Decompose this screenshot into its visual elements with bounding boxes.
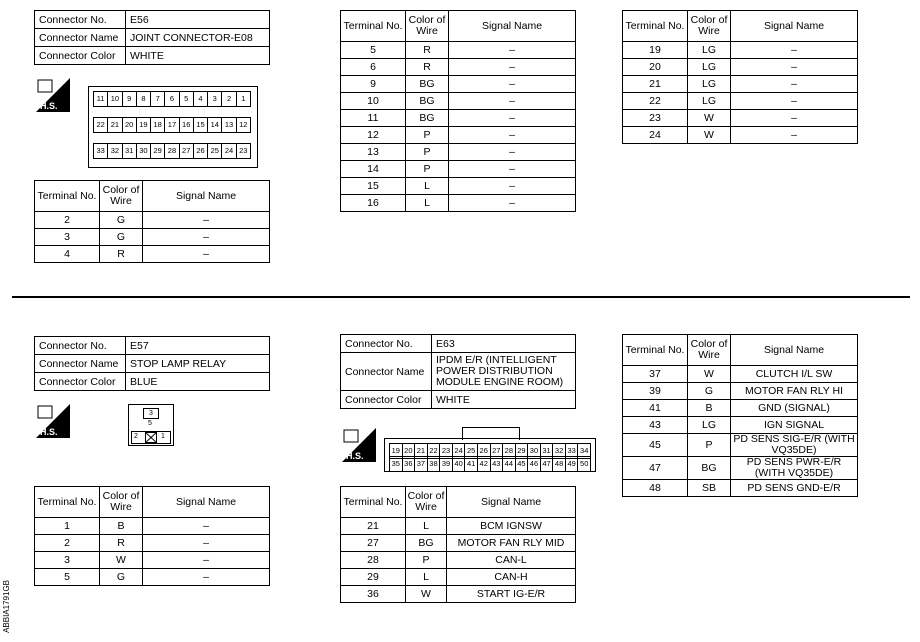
table-row [623, 480, 858, 497]
pin-cell: 3 [207, 92, 221, 106]
terminal-cell: 27 [341, 535, 406, 552]
wire-color-cell: P [406, 127, 449, 144]
connector-color: WHITE [432, 391, 576, 409]
e63-connector-info [340, 334, 576, 409]
wire-color-cell: LG [688, 417, 731, 434]
connector-no: E57 [126, 337, 270, 355]
pin-cell: 21 [414, 444, 427, 458]
table-row [341, 42, 576, 59]
pin-cell: 38 [427, 457, 440, 471]
pin-row-bottom [131, 431, 171, 444]
pin-cell: 33 [565, 444, 578, 458]
figure-code: ABBIA1791GB [2, 580, 11, 633]
wire-color-cell: R [100, 535, 143, 552]
pin-cell: 13 [221, 118, 235, 132]
connector-name: JOINT CONNECTOR-E08 [126, 29, 270, 47]
table-row [341, 144, 576, 161]
wire-color-cell: SB [688, 480, 731, 497]
table-row [35, 552, 270, 569]
terminal-cell: 24 [623, 127, 688, 144]
terminal-cell: 43 [623, 417, 688, 434]
signal-name-cell: CAN-H [447, 569, 576, 586]
pin-cell: 2 [221, 92, 235, 106]
pin-2: 2 [134, 433, 138, 440]
label: Connector No. [341, 335, 432, 353]
pin-cell: 24 [452, 444, 465, 458]
wire-color-cell: W [406, 586, 447, 603]
pin-cell: 29 [150, 144, 164, 158]
signal-name-cell: PD SENS GND-E/R [731, 480, 858, 497]
terminal-cell: 1 [35, 518, 100, 535]
wire-color-cell: L [406, 178, 449, 195]
pin-cell: 43 [490, 457, 503, 471]
pin-cell: 25 [464, 444, 477, 458]
terminal-cell: 47 [623, 457, 688, 480]
table-row [623, 42, 858, 59]
wire-color-cell: LG [688, 59, 731, 76]
signal-name-cell: GND (SIGNAL) [731, 400, 858, 417]
section-divider [12, 296, 910, 298]
table-row [341, 59, 576, 76]
pin-cell: 12 [236, 118, 250, 132]
connector-no: E56 [126, 11, 270, 29]
table-row [35, 518, 270, 535]
table-row [623, 110, 858, 127]
terminal-cell: 12 [341, 127, 406, 144]
e57-connector-face [128, 404, 174, 446]
header-signal: Signal Name [449, 11, 576, 42]
e63-terminal-table-1 [340, 486, 576, 603]
signal-name-cell: – [143, 518, 270, 535]
table-row [623, 59, 858, 76]
cross-icon [145, 432, 157, 443]
pin-cell: 22 [427, 444, 440, 458]
signal-name-cell: – [731, 76, 858, 93]
table-row [623, 400, 858, 417]
table-row [35, 246, 270, 263]
e57-connector-info [34, 336, 270, 391]
terminal-cell: 21 [623, 76, 688, 93]
pin-cell: 32 [552, 444, 565, 458]
terminal-cell: 2 [35, 535, 100, 552]
header-signal: Signal Name [731, 11, 858, 42]
signal-name-cell: START IG-E/R [447, 586, 576, 603]
terminal-cell: 48 [623, 480, 688, 497]
pin-cell: 20 [122, 118, 136, 132]
table-row [341, 110, 576, 127]
label: Connector Name [35, 29, 126, 47]
pin-cell: 33 [96, 146, 105, 155]
wire-color-cell: L [406, 569, 447, 586]
terminal-cell: 4 [35, 246, 100, 263]
connector-color: BLUE [126, 373, 270, 391]
label: Connector No. [35, 337, 126, 355]
table-row [35, 535, 270, 552]
wire-color-cell: BG [406, 110, 449, 127]
signal-name-cell: – [449, 161, 576, 178]
terminal-cell: 10 [341, 93, 406, 110]
signal-name-cell: CLUTCH I/L SW [731, 366, 858, 383]
table-row [341, 178, 576, 195]
table-row [341, 569, 576, 586]
signal-name-cell: – [449, 127, 576, 144]
pin-cell: 19 [136, 118, 150, 132]
pin-cell: 7 [150, 92, 164, 106]
pin-cell: 17 [164, 118, 178, 132]
label: Connector Name [341, 353, 432, 391]
label: Connector Name [35, 355, 126, 373]
terminal-cell: 3 [35, 229, 100, 246]
pin-cell: 18 [150, 118, 164, 132]
header-color: Color of Wire [688, 335, 731, 366]
e63-terminal-table-2 [622, 334, 858, 497]
pin-cell: 14 [207, 118, 221, 132]
pin-cell: 9 [122, 92, 136, 106]
pin-cell: 24 [221, 144, 235, 158]
wire-color-cell: G [100, 229, 143, 246]
table-row [623, 457, 858, 480]
wire-color-cell: W [688, 127, 731, 144]
pin-cell: 26 [193, 144, 207, 158]
label: Connector No. [35, 11, 126, 29]
wire-color-cell: W [688, 366, 731, 383]
signal-name-cell: – [143, 569, 270, 586]
terminal-cell: 45 [623, 434, 688, 457]
terminal-cell: 36 [341, 586, 406, 603]
table-row [341, 195, 576, 212]
signal-name-cell: – [449, 144, 576, 161]
wire-color-cell: LG [688, 93, 731, 110]
table-row [341, 161, 576, 178]
table-row [623, 434, 858, 457]
header-terminal: Terminal No. [623, 335, 688, 366]
e56-terminal-table-3 [622, 10, 858, 144]
e63-latch [462, 427, 520, 440]
pin-cell: 20 [402, 444, 415, 458]
header-color: Color of Wire [688, 11, 731, 42]
signal-name-cell: – [731, 127, 858, 144]
wire-color-cell: P [406, 552, 447, 569]
hs-label: H.S. [40, 101, 58, 111]
pin-cell: 31 [540, 444, 553, 458]
pin-cell: 41 [464, 457, 477, 471]
pin-cell: 5 [179, 92, 193, 106]
connector-name: STOP LAMP RELAY [126, 355, 270, 373]
pin-cell: 45 [515, 457, 528, 471]
signal-name-cell: PD SENS SIG-E/R (WITH VQ35DE) [731, 434, 858, 457]
pin-cell: 31 [122, 144, 136, 158]
signal-name-cell: – [731, 110, 858, 127]
table-row [623, 76, 858, 93]
pin-cell: 25 [207, 144, 221, 158]
table-row [623, 366, 858, 383]
pin-cell: 8 [136, 92, 150, 106]
terminal-cell: 5 [341, 42, 406, 59]
e56-terminal-table-1 [34, 180, 270, 263]
table-row [341, 535, 576, 552]
wire-color-cell: P [406, 161, 449, 178]
table-row [35, 229, 270, 246]
table-row [341, 76, 576, 93]
label: Connector Color [341, 391, 432, 409]
connector-name: IPDM E/R (INTELLIGENT POWER DISTRIBUTION MODULE ENGINE ROOM) [432, 353, 576, 391]
signal-name-cell: – [449, 76, 576, 93]
wire-color-cell: LG [688, 76, 731, 93]
table-row [623, 127, 858, 144]
signal-name-cell: – [143, 212, 270, 229]
wire-color-cell: L [406, 518, 447, 535]
hs-icon [36, 404, 70, 438]
terminal-cell: 28 [341, 552, 406, 569]
wire-color-cell: LG [688, 42, 731, 59]
e56-connector-face [88, 86, 258, 168]
pin-cell: 28 [164, 144, 178, 158]
terminal-cell: 15 [341, 178, 406, 195]
terminal-cell: 19 [623, 42, 688, 59]
pin-cell: 23 [439, 444, 452, 458]
signal-name-cell: – [143, 246, 270, 263]
wire-color-cell: B [100, 518, 143, 535]
signal-name-cell: PD SENS PWR-E/R (WITH VQ35DE) [731, 457, 858, 480]
table-row [623, 383, 858, 400]
header-color: Color of Wire [406, 487, 447, 518]
terminal-cell: 3 [35, 552, 100, 569]
header-terminal: Terminal No. [35, 487, 100, 518]
hs-icon [342, 428, 376, 462]
pin-cell: 32 [107, 144, 121, 158]
signal-name-cell: – [143, 229, 270, 246]
terminal-cell: 39 [623, 383, 688, 400]
signal-name-cell: – [143, 552, 270, 569]
e63-connector-face [384, 438, 596, 472]
table-row [341, 127, 576, 144]
pin-cell: 4 [193, 92, 207, 106]
wire-color-cell: BG [688, 457, 731, 480]
signal-name-cell: – [449, 178, 576, 195]
pin-5: 5 [148, 420, 152, 427]
table-row [35, 212, 270, 229]
label: Connector Color [35, 373, 126, 391]
wire-color-cell: G [100, 569, 143, 586]
pin-cell: 50 [577, 457, 590, 471]
terminal-cell: 2 [35, 212, 100, 229]
pin-cell: 49 [565, 457, 578, 471]
signal-name-cell: IGN SIGNAL [731, 417, 858, 434]
signal-name-cell: – [449, 93, 576, 110]
header-signal: Signal Name [143, 487, 270, 518]
header-terminal: Terminal No. [35, 181, 100, 212]
pin-3: 3 [143, 408, 159, 419]
header-terminal: Terminal No. [341, 11, 406, 42]
terminal-cell: 21 [341, 518, 406, 535]
terminal-cell: 5 [35, 569, 100, 586]
pin-row-1 [93, 91, 251, 107]
wire-color-cell: W [100, 552, 143, 569]
header-signal: Signal Name [143, 181, 270, 212]
terminal-cell: 22 [623, 93, 688, 110]
wire-color-cell: BG [406, 535, 447, 552]
hs-label: H.S. [346, 451, 364, 461]
table-row [623, 93, 858, 110]
connector-no: E63 [432, 335, 576, 353]
signal-name-cell: – [449, 110, 576, 127]
signal-name-cell: CAN-L [447, 552, 576, 569]
header-terminal: Terminal No. [623, 11, 688, 42]
e56-terminal-table-2 [340, 10, 576, 212]
pin-cell: 29 [515, 444, 528, 458]
hs-label: H.S. [40, 427, 58, 437]
header-signal: Signal Name [731, 335, 858, 366]
table-row [35, 569, 270, 586]
pin-cell: 30 [527, 444, 540, 458]
terminal-cell: 20 [623, 59, 688, 76]
wire-color-cell: W [688, 110, 731, 127]
signal-name-cell: BCM IGNSW [447, 518, 576, 535]
pin-cell: 36 [402, 457, 415, 471]
terminal-cell: 11 [341, 110, 406, 127]
pin-row-2 [389, 456, 591, 472]
pin-cell: 6 [164, 92, 178, 106]
header-color: Color of Wire [406, 11, 449, 42]
pin-cell: 27 [490, 444, 503, 458]
pin-cell: 40 [452, 457, 465, 471]
wire-color-cell: P [688, 434, 731, 457]
wire-color-cell: G [100, 212, 143, 229]
signal-name-cell: – [731, 93, 858, 110]
pin-cell: 1 [236, 92, 250, 106]
pin-cell: 22 [96, 120, 105, 129]
wire-color-cell: R [406, 42, 449, 59]
pin-1: 1 [161, 433, 165, 440]
pin-cell: 30 [136, 144, 150, 158]
terminal-cell: 9 [341, 76, 406, 93]
header-signal: Signal Name [447, 487, 576, 518]
terminal-cell: 29 [341, 569, 406, 586]
pin-cell: 42 [477, 457, 490, 471]
signal-name-cell: – [449, 42, 576, 59]
pin-cell: 46 [527, 457, 540, 471]
pin-cell: 26 [477, 444, 490, 458]
connector-color: WHITE [126, 47, 270, 65]
table-row [341, 586, 576, 603]
pin-cell: 16 [179, 118, 193, 132]
signal-name-cell: MOTOR FAN RLY HI [731, 383, 858, 400]
pin-cell: 10 [107, 92, 121, 106]
terminal-cell: 23 [623, 110, 688, 127]
wire-color-cell: L [406, 195, 449, 212]
wire-color-cell: B [688, 400, 731, 417]
terminal-cell: 6 [341, 59, 406, 76]
header-color: Color of Wire [100, 181, 143, 212]
table-row [341, 552, 576, 569]
pin-cell: 21 [107, 118, 121, 132]
terminal-cell: 13 [341, 144, 406, 161]
table-row [341, 93, 576, 110]
terminal-cell: 41 [623, 400, 688, 417]
wire-color-cell: BG [406, 93, 449, 110]
pin-cell: 48 [552, 457, 565, 471]
wire-color-cell: R [406, 59, 449, 76]
pin-cell: 15 [193, 118, 207, 132]
header-terminal: Terminal No. [341, 487, 406, 518]
pin-cell: 47 [540, 457, 553, 471]
signal-name-cell: – [731, 59, 858, 76]
pin-cell: 27 [179, 144, 193, 158]
pin-cell: 39 [439, 457, 452, 471]
header-color: Color of Wire [100, 487, 143, 518]
terminal-cell: 16 [341, 195, 406, 212]
label: Connector Color [35, 47, 126, 65]
pin-cell: 23 [236, 144, 250, 158]
pin-row-2 [93, 117, 251, 133]
table-row [623, 417, 858, 434]
pin-cell: 34 [577, 444, 590, 458]
wire-color-cell: P [406, 144, 449, 161]
e57-terminal-table [34, 486, 270, 586]
wire-color-cell: BG [406, 76, 449, 93]
signal-name-cell: – [143, 535, 270, 552]
pin-cell: 35 [391, 459, 400, 468]
table-row [341, 518, 576, 535]
pin-cell: 44 [502, 457, 515, 471]
signal-name-cell: – [449, 195, 576, 212]
signal-name-cell: – [731, 42, 858, 59]
pin-cell: 19 [391, 446, 400, 455]
wire-color-cell: G [688, 383, 731, 400]
e56-connector-info [34, 10, 270, 65]
pin-cell: 11 [96, 94, 105, 103]
hs-icon [36, 78, 70, 112]
terminal-cell: 37 [623, 366, 688, 383]
pin-cell: 37 [414, 457, 427, 471]
wire-color-cell: R [100, 246, 143, 263]
pin-cell: 28 [502, 444, 515, 458]
signal-name-cell: MOTOR FAN RLY MID [447, 535, 576, 552]
signal-name-cell: – [449, 59, 576, 76]
pin-row-3 [93, 143, 251, 159]
terminal-cell: 14 [341, 161, 406, 178]
